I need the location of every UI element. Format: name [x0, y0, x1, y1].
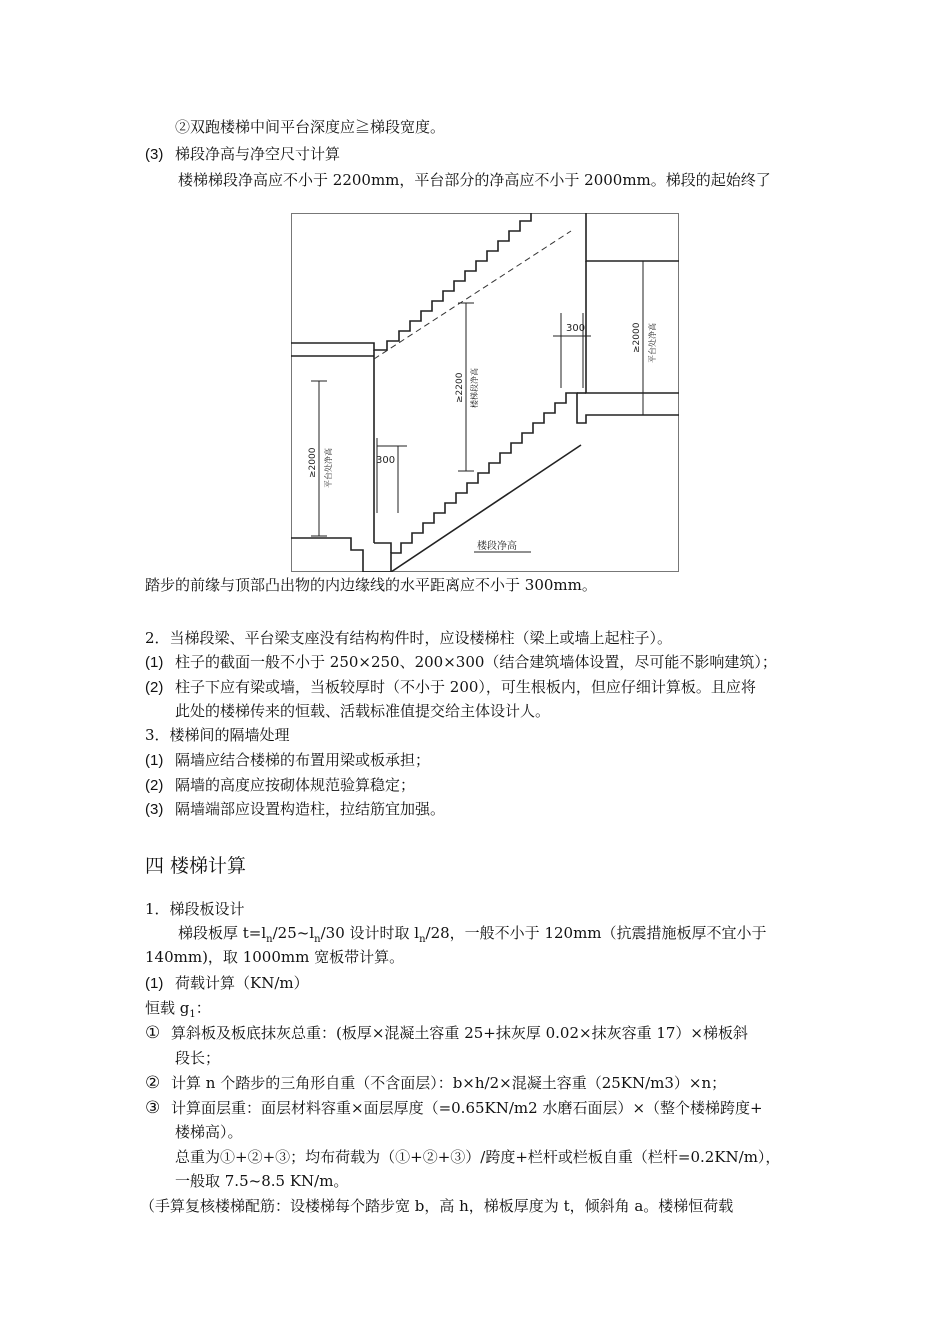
list-text: 荷载计算（KN/m）	[175, 974, 309, 992]
list-item	[145, 1023, 748, 1043]
subscript: n	[314, 934, 321, 945]
text-run: /30 设计时取 l	[320, 924, 420, 942]
list-item	[145, 973, 309, 994]
list-number: (3)	[145, 146, 164, 163]
dim-300-left: 300	[376, 455, 396, 466]
paragraph-line	[178, 923, 767, 950]
list-number: (1)	[145, 752, 164, 769]
list-number: (3)	[145, 801, 164, 818]
chapter-heading: 四 楼梯计算	[145, 855, 247, 877]
paragraph-line: 2．当梯段梁、平台梁支座没有结构构件时，应设楼梯柱（梁上或墙上起柱子）。	[145, 629, 673, 647]
list-item	[145, 1073, 726, 1093]
figure-caption: 楼段净高	[477, 541, 517, 552]
list-text: 计算 n 个踏步的三角形自重（不含面层）：b×h/2×混凝土容重（25KN/m3）×n；	[171, 1074, 727, 1092]
list-text: 柱子下应有梁或墙，当板较厚时（不小于 200），可生根板内，但应仔细计算板。且应将	[175, 678, 756, 696]
paragraph-line: 总重为①+②+③；均布荷载为（①+②+③）/跨度+栏杆或栏板自重（栏杆=0.2KN/m），	[175, 1148, 781, 1166]
text-run: ：	[195, 999, 211, 1017]
paragraph-line: 此处的楼梯传来的恒载、活载标准值提交给主体设计人。	[175, 702, 551, 720]
dim-2000-left-label: 平台处净高	[324, 448, 333, 488]
list-text: 梯段净高与净空尺寸计算	[175, 145, 341, 163]
circled-number: ①	[145, 1023, 161, 1043]
list-number: (1)	[145, 654, 164, 671]
stair-clearance-diagram	[291, 213, 679, 572]
paragraph-line: 楼梯梯段净高应不小于 2200mm，平台部分的净高应不小于 2000mm。梯段的起始终了	[178, 171, 771, 189]
circled-number: ②	[145, 1073, 161, 1093]
dim-2000-right-label: 平台处净高	[648, 323, 657, 363]
list-text: 隔墙的高度应按砌体规范验算稳定；	[175, 776, 416, 794]
paragraph-line: （手算复核楼梯配筋：设楼梯每个踏步宽 b，高 h，梯板厚度为 t，倾斜角 a。楼梯恒荷载	[140, 1197, 734, 1215]
list-item	[145, 144, 340, 165]
text-run: /28，一般不小于 120mm（抗震措施板厚不宜小于	[425, 924, 767, 942]
list-item	[145, 750, 430, 771]
list-number: (1)	[145, 975, 164, 992]
list-number: (2)	[145, 777, 164, 794]
dim-2000-right: ≥2000	[632, 322, 642, 353]
dim-2200: ≥2200	[455, 372, 465, 403]
list-text: 计算面层重：面层材料容重×面层厚度（=0.65KN/m2 水磨石面层）×（整个楼梯跨度+	[171, 1099, 763, 1117]
paragraph-line: 踏步的前缘与顶部凸出物的内边缘线的水平距离应不小于 300mm。	[145, 576, 597, 594]
text-run: /25~l	[272, 924, 315, 942]
circled-number: ③	[145, 1098, 161, 1118]
paragraph-line: 段长；	[175, 1049, 221, 1067]
diagram-svg	[291, 213, 679, 572]
list-item	[145, 775, 415, 796]
paragraph-line: 一般取 7.5~8.5 KN/m。	[175, 1172, 349, 1190]
subscript: n	[419, 934, 426, 945]
list-text: 隔墙应结合楼梯的布置用梁或板承担；	[175, 751, 431, 769]
subscript: n	[266, 934, 273, 945]
list-text: 算斜板及板底抹灰总重：(板厚×混凝土容重 25+抹灰厚 0.02×抹灰容重 17）×梯板斜	[171, 1024, 749, 1042]
paragraph-line: ②双跑楼梯中间平台深度应≧梯段宽度。	[175, 118, 446, 136]
list-item	[145, 652, 777, 673]
list-text: 隔墙端部应设置构造柱，拉结筋宜加强。	[175, 800, 446, 818]
text-run: 梯段板厚 t=l	[178, 924, 267, 942]
paragraph-line	[145, 998, 211, 1025]
dim-2000-left: ≥2000	[308, 447, 318, 478]
paragraph-line: 140mm)，取 1000mm 宽板带计算。	[145, 948, 405, 966]
list-item	[145, 799, 445, 820]
text-run: 恒载 g	[145, 999, 190, 1017]
paragraph-line: 楼梯高）。	[175, 1123, 243, 1141]
dim-2200-label: 楼梯段净高	[470, 368, 479, 408]
list-item	[145, 1098, 763, 1118]
list-number: (2)	[145, 679, 164, 696]
dim-300-right: 300	[566, 323, 586, 334]
list-text: 柱子的截面一般不小于 250×250、200×300（结合建筑墙体设置，尽可能不影响建筑）；	[175, 653, 777, 671]
section-heading: 3．楼梯间的隔墙处理	[145, 726, 290, 744]
section-heading: 1．梯段板设计	[145, 900, 245, 918]
list-item	[145, 677, 756, 698]
subscript: 1	[189, 1009, 196, 1020]
